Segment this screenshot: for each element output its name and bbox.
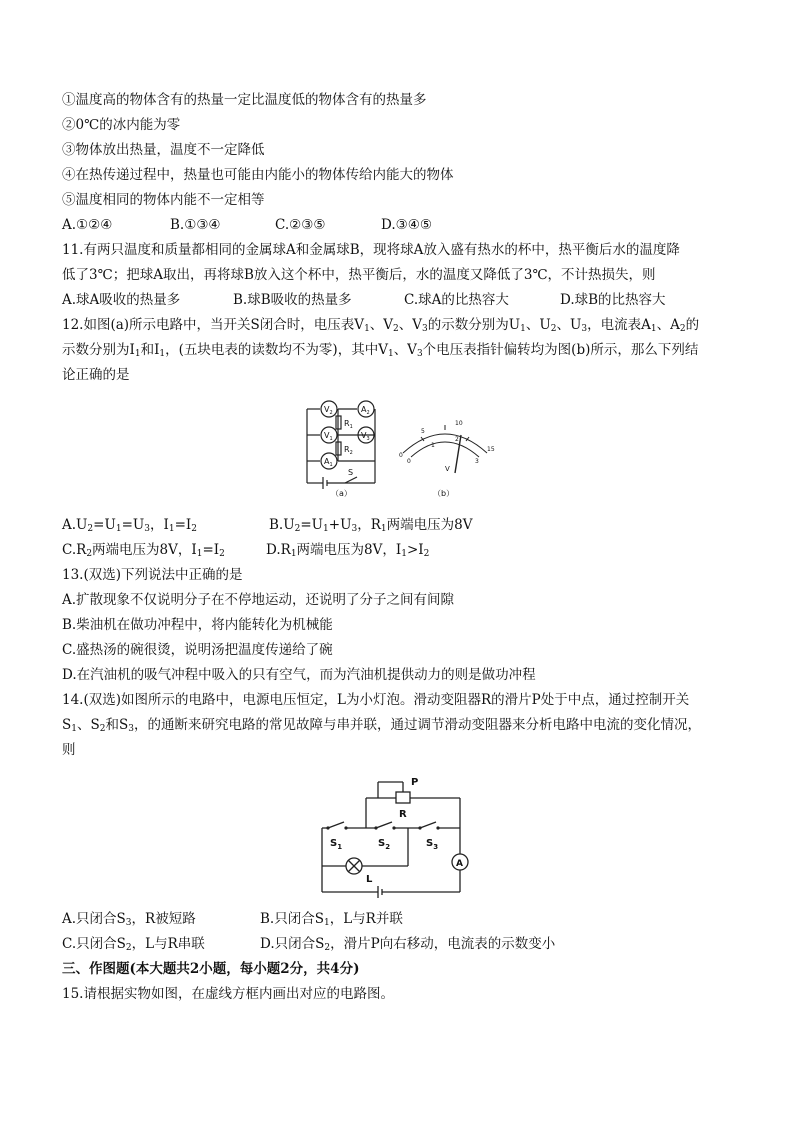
q14-stem-line3: 则 (62, 742, 76, 758)
svg-text:2: 2 (455, 436, 459, 443)
label-s3: $S_3$ (426, 838, 439, 851)
fig-a-caption: （a） (331, 489, 352, 498)
q11-option-d: D.球B的比热容大 (560, 292, 666, 308)
svg-text:3: 3 (475, 458, 479, 465)
q14-option-b: B.只闭合$S_1$，L与R并联 (260, 911, 403, 928)
circuit-label-a1: $A_1$ (324, 457, 333, 468)
q11-stem-line1: 11.有两只温度和质量都相同的金属球A和金属球B，现将球A放入盛有热水的杯中，热平衡后水的温度降 (62, 242, 680, 258)
circuit-label-r2: $R_2$ (344, 445, 353, 456)
svg-text:0: 0 (407, 458, 411, 465)
q12-stem-line3: 论正确的是 (62, 367, 130, 383)
statement-1: ①温度高的物体含有的热量一定比温度低的物体含有的热量多 (62, 92, 427, 108)
label-a: A (456, 859, 463, 869)
svg-text:15: 15 (487, 446, 495, 453)
q14-option-c: C.只闭合$S_2$，L与R串联 (62, 936, 205, 953)
q10-option-d: D.③④⑤ (381, 217, 432, 233)
q10-option-b: B.①③④ (170, 217, 221, 233)
svg-text:V: V (445, 465, 450, 473)
statement-4: ④在热传递过程中，热量也可能由内能小的物体传给内能大的物体 (62, 167, 454, 183)
circuit-label-r1: $R_1$ (344, 419, 353, 430)
circuit-label-v1: $V_1$ (324, 431, 333, 442)
q13-option-b: B.柴油机在做功冲程中，将内能转化为机械能 (62, 617, 333, 633)
q10-option-a: A.①②④ (62, 217, 113, 233)
q12-option-d: $D.R_1$两端电压为8V，$I_1>I_2$ (266, 542, 430, 559)
q11-option-c: C.球A的比热容大 (404, 292, 509, 308)
q13-stem: 13.(双选)下列说法中正确的是 (62, 567, 243, 583)
q11-option-a: A.球A吸收的热量多 (62, 292, 181, 308)
q12-stem-line2: 示数分别为$I_1$和$I_1$，(五块电表的读数均不为零)，其中$V_1$、$V_3$个电压表指针偏转均为图(b)所示，那么下列结 (62, 342, 699, 359)
svg-text:5: 5 (421, 428, 425, 435)
statement-5: ⑤温度相同的物体内能不一定相等 (62, 192, 265, 208)
svg-text:1: 1 (431, 442, 435, 449)
circuit-label-v2: $V_2$ (324, 405, 333, 416)
q12-stem-line1: 12.如图(a)所示电路中，当开关S闭合时，电压表$V_1$、$V_2$、$V_3$的示数分别为$U_1$、$U_2$、$U_3$，电流表$A_1$、$A_2$的 (62, 317, 700, 334)
q12-option-b: $B.U_2=U_1+U_3$，$R_1$两端电压为8V (269, 517, 473, 534)
q13-option-c: C.盛热汤的碗很烫，说明汤把温度传递给了碗 (62, 642, 333, 658)
fig-b-caption: （b） (433, 489, 455, 498)
q12-option-c: $C.R_2$两端电压为8V，$I_1=I_2$ (62, 542, 225, 559)
circuit-label-s: S (348, 468, 354, 477)
q14-figure (316, 770, 470, 900)
q13-option-a: A.扩散现象不仅说明分子在不停地运动，还说明了分子之间有间隙 (62, 592, 455, 608)
q12-option-a: $A.U_2=U_1=U_3$，$I_1=I_2$ (62, 517, 197, 534)
q15-stem: 15.请根据实物如图，在虚线方框内画出对应的电路图。 (62, 986, 394, 1002)
q14-stem-line2: $S_1$、$S_2$和$S_3$，的通断来研究电路的常见故障与串并联，通过调节滑动变阻器来分析电路中电流的变化情况， (62, 717, 701, 734)
circuit-label-a2: $A_2$ (361, 405, 370, 416)
q10-option-c: C.②③⑤ (275, 217, 326, 233)
q11-stem-line2: 低了3℃；把球A取出，再将球B放入这个杯中，热平衡后，水的温度又降低了3℃，不计热损失，则 (62, 267, 656, 283)
q14-stem-line1: 14.(双选)如图所示的电路中，电源电压恒定，L为小灯泡。滑动变阻器R的滑片P处于中点，通过控制开关 (62, 692, 690, 708)
statement-2: ②0℃的冰内能为零 (62, 117, 181, 133)
svg-text:10: 10 (455, 420, 463, 427)
label-r: R (399, 809, 407, 820)
q14-option-d: D.只闭合$S_2$，滑片P向右移动，电流表的示数变小 (260, 936, 556, 953)
q13-option-d: D.在汽油机的吸气冲程中吸入的只有空气，而为汽油机提供动力的则是做功冲程 (62, 667, 536, 683)
label-p: P (411, 777, 419, 788)
label-s1: $S_1$ (330, 838, 343, 851)
label-l: L (366, 874, 373, 885)
q12-figure (295, 395, 505, 500)
circuit-label-v3: $V_3$ (361, 431, 370, 442)
label-s2: $S_2$ (378, 838, 391, 851)
q11-option-b: B.球B吸收的热量多 (233, 292, 352, 308)
svg-text:0: 0 (399, 452, 403, 459)
section-3-heading: 三、作图题(本大题共2小题，每小题2分，共4分) (62, 961, 360, 977)
q14-option-a: A.只闭合$S_3$，R被短路 (62, 911, 196, 928)
statement-3: ③物体放出热量，温度不一定降低 (62, 142, 265, 158)
